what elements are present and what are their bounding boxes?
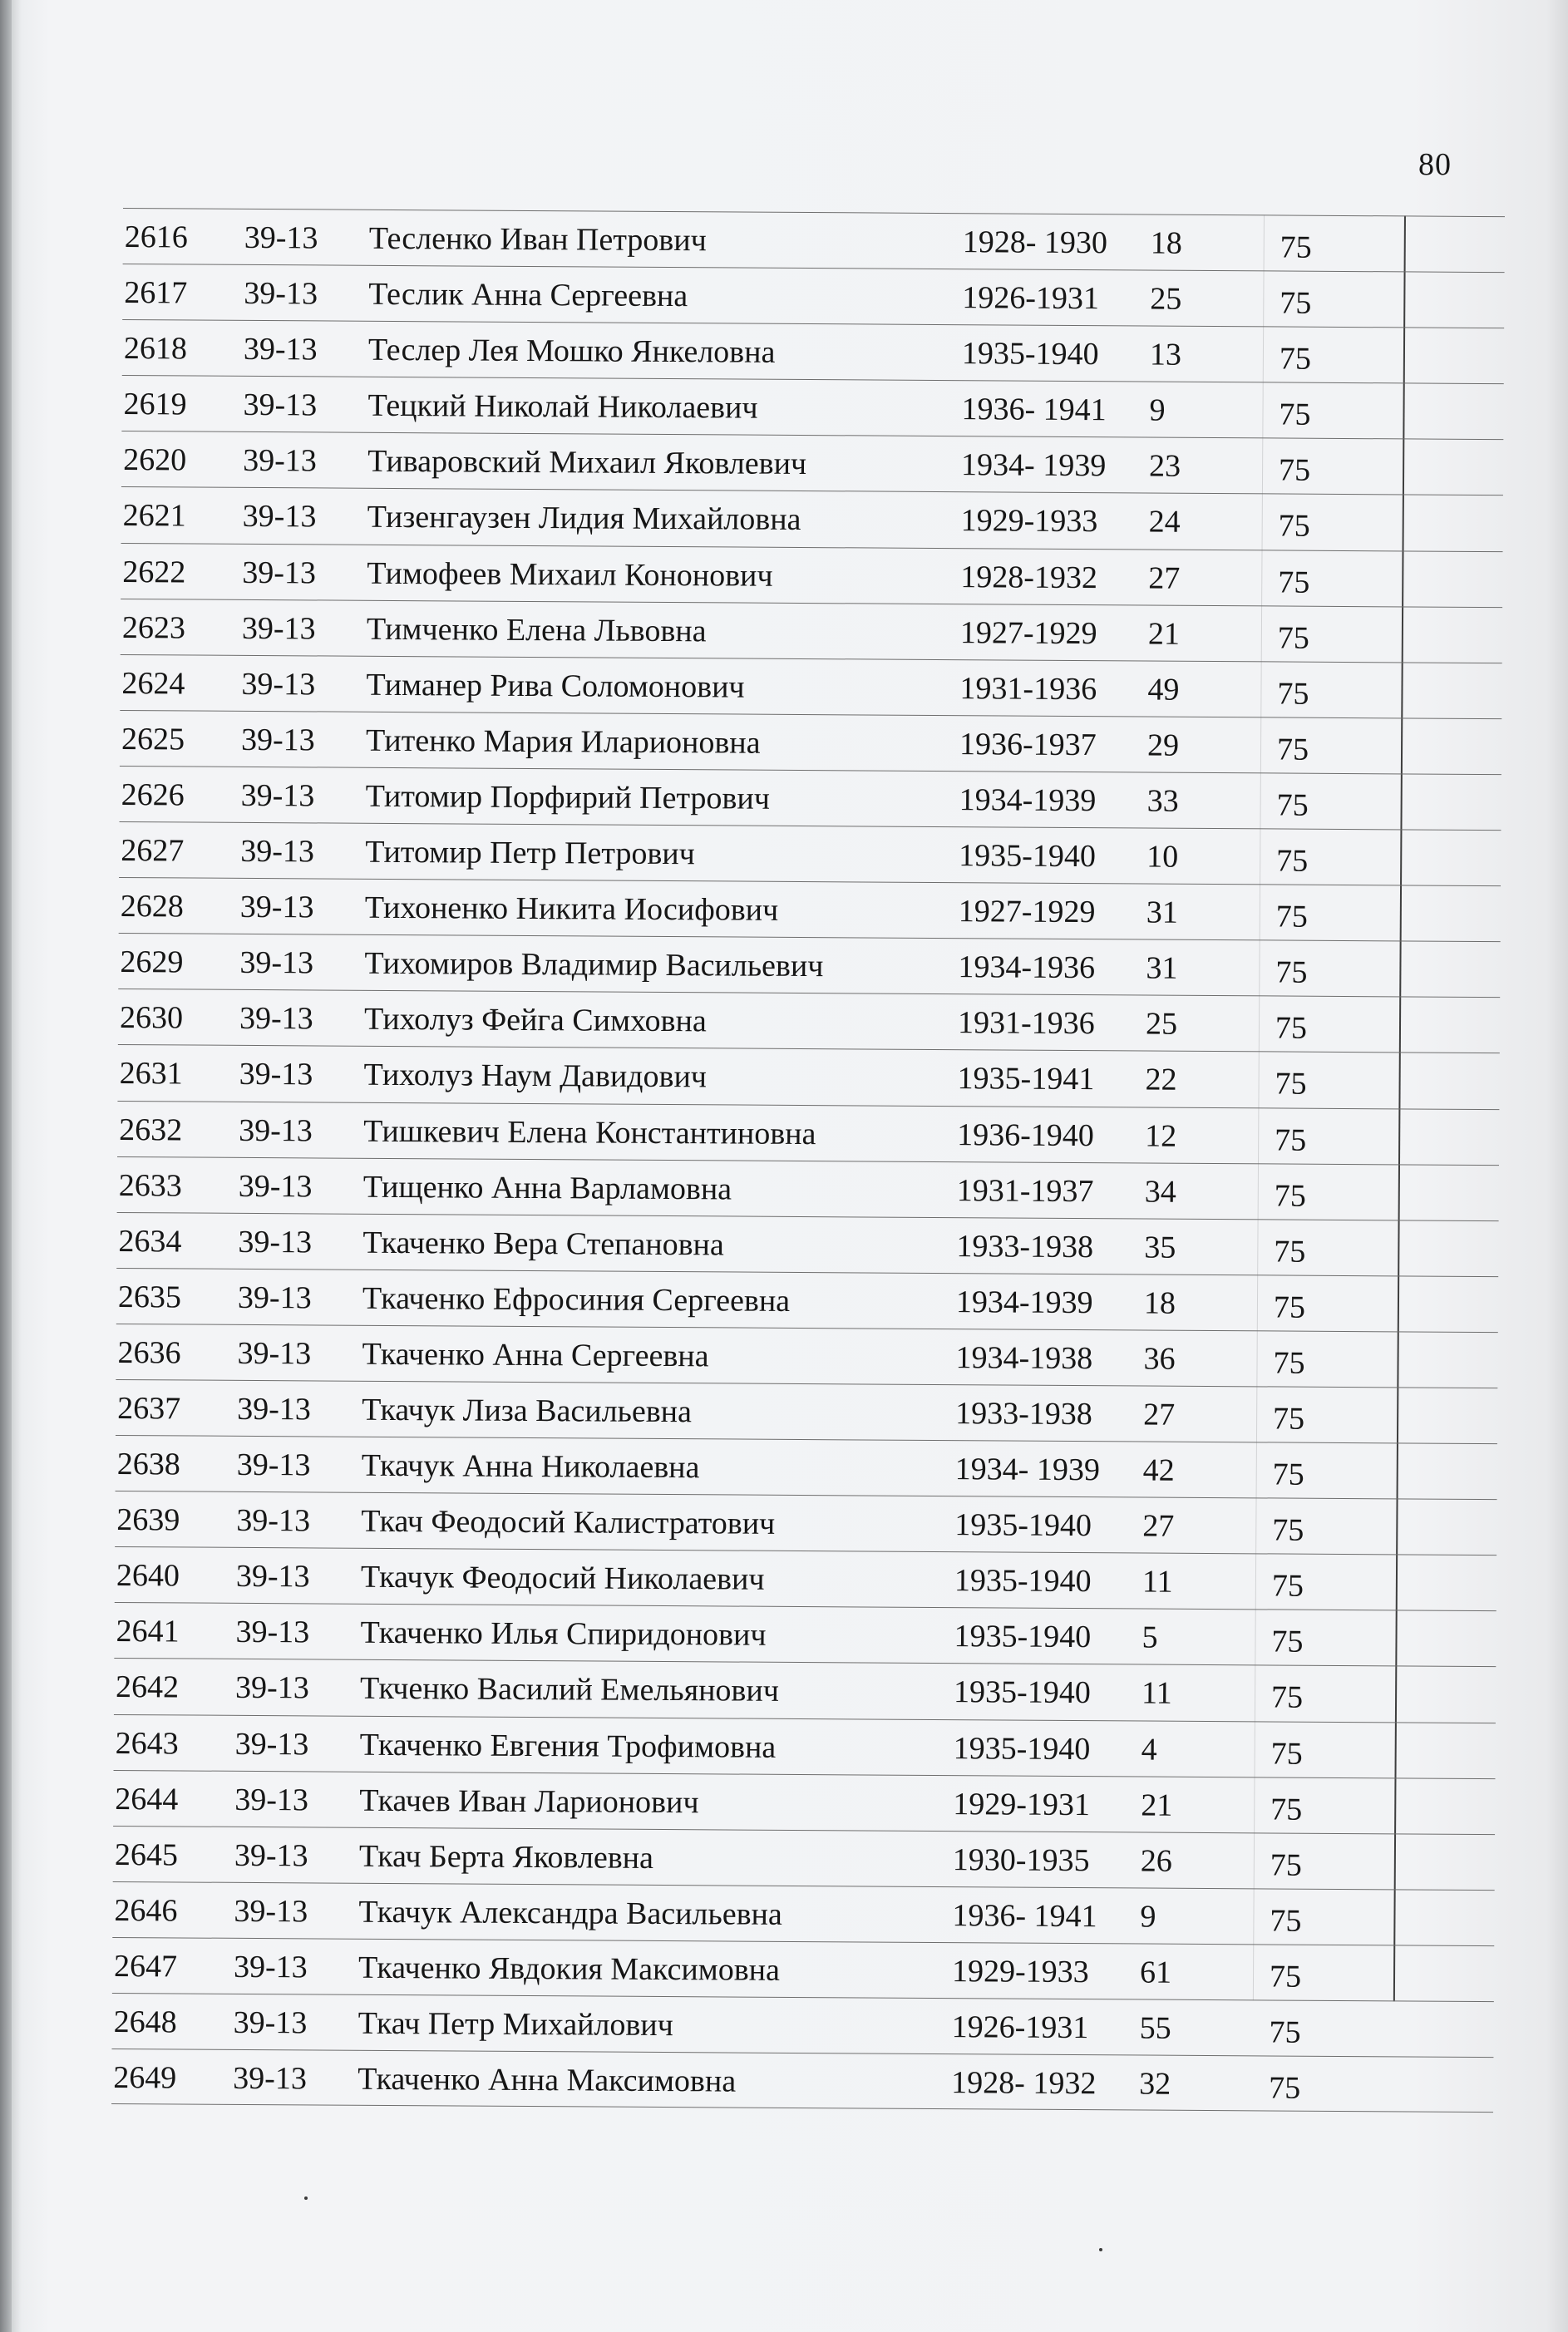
record-term: 75 (1280, 229, 1312, 265)
record-term: 75 (1272, 1457, 1304, 1492)
record-code: 39-13 (237, 1391, 311, 1427)
record-number: 2617 (124, 275, 188, 311)
record-name: Тиманер Рива Соломонович (366, 667, 745, 705)
table-row (122, 264, 1504, 328)
record-term: 75 (1278, 565, 1310, 600)
record-name: Тихолуз Фейга Симховна (363, 1002, 707, 1039)
record-term: 75 (1276, 843, 1309, 879)
record-years: 1929-1933 (960, 503, 1098, 540)
record-quantity: 5 (1141, 1620, 1158, 1655)
record-term: 75 (1270, 1903, 1302, 1939)
record-term: 75 (1276, 787, 1309, 823)
record-number: 2637 (117, 1390, 181, 1427)
table-row (116, 1212, 1498, 1276)
record-code: 39-13 (240, 722, 315, 758)
record-quantity: 31 (1146, 895, 1178, 930)
table-row (122, 319, 1504, 383)
record-code: 39-13 (243, 387, 318, 423)
record-years: 1936- 1941 (961, 392, 1107, 428)
record-number: 2624 (121, 665, 185, 702)
table-row (120, 654, 1501, 718)
record-number: 2634 (118, 1223, 182, 1260)
table-row (112, 1881, 1494, 1945)
record-code: 39-13 (238, 1224, 313, 1260)
record-number: 2644 (115, 1781, 179, 1817)
record-quantity: 33 (1146, 783, 1179, 819)
table-row (121, 543, 1502, 607)
record-name: Ткачук Феодосий Николаевич (360, 1560, 765, 1597)
record-quantity: 32 (1139, 2066, 1171, 2102)
record-quantity: 23 (1148, 448, 1181, 485)
record-code: 39-13 (244, 219, 318, 256)
record-name: Теслер Лея Мошко Янкеловна (367, 332, 776, 370)
record-number: 2639 (116, 1502, 180, 1538)
record-years: 1934- 1939 (954, 1452, 1101, 1488)
record-code: 39-13 (239, 1057, 313, 1092)
record-quantity: 10 (1146, 839, 1179, 875)
record-number: 2618 (123, 331, 188, 367)
record-code: 39-13 (237, 1279, 312, 1316)
table-row (114, 1713, 1496, 1777)
record-quantity: 9 (1140, 1899, 1156, 1935)
record-code: 39-13 (234, 1837, 308, 1874)
record-number: 2646 (114, 1892, 178, 1929)
table-row (113, 1770, 1495, 1834)
record-name: Ткаченко Ефросиния Сергеевна (362, 1280, 791, 1319)
table-row (114, 1658, 1496, 1722)
record-quantity: 36 (1143, 1341, 1176, 1377)
record-years: 1934- 1939 (960, 447, 1107, 484)
record-code: 39-13 (237, 1335, 312, 1372)
record-name: Тецкий Николай Николаевич (367, 388, 758, 426)
records-table (111, 208, 1505, 2113)
record-name: Ткаченко Анна Максимовна (357, 2061, 737, 2099)
table-row (119, 766, 1501, 830)
record-name: Ткачук Анна Николаевна (361, 1447, 700, 1486)
record-term: 75 (1271, 1624, 1304, 1660)
record-years: 1927-1929 (959, 614, 1097, 651)
record-name: Тимченко Елена Львовна (366, 611, 707, 648)
record-term: 75 (1270, 1792, 1303, 1827)
record-years: 1934-1938 (955, 1340, 1093, 1377)
record-years: 1933-1938 (956, 1228, 1094, 1265)
record-number: 2622 (122, 554, 186, 590)
record-code: 39-13 (234, 1726, 309, 1762)
record-years: 1935-1940 (954, 1563, 1092, 1600)
record-years: 1931-1937 (956, 1172, 1094, 1209)
record-name: Ткаченко Анна Сергеевна (362, 1336, 709, 1374)
record-quantity: 27 (1143, 1397, 1176, 1432)
record-quantity: 55 (1139, 2010, 1171, 2046)
record-code: 39-13 (243, 332, 318, 367)
record-years: 1935-1940 (953, 1674, 1091, 1711)
record-name: Ткаченко Илья Спиридонович (360, 1615, 767, 1654)
record-number: 2616 (124, 219, 188, 255)
record-quantity: 11 (1141, 1564, 1173, 1600)
record-quantity: 9 (1149, 392, 1166, 428)
record-term: 75 (1279, 397, 1311, 433)
record-years: 1926-1931 (951, 2009, 1089, 2046)
record-term: 75 (1275, 1122, 1307, 1158)
record-number: 2640 (116, 1558, 180, 1594)
record-name: Ткачев Иван Ларионович (359, 1782, 699, 1820)
record-number: 2621 (122, 498, 186, 534)
record-years: 1926-1931 (962, 280, 1100, 317)
record-number: 2629 (120, 944, 184, 980)
record-term: 75 (1275, 954, 1308, 990)
table-row (117, 1156, 1499, 1220)
record-name: Титомир Петр Петрович (365, 834, 695, 872)
record-years: 1935-1941 (957, 1061, 1095, 1097)
record-term: 75 (1277, 620, 1309, 656)
record-quantity: 26 (1140, 1843, 1173, 1879)
record-term: 75 (1270, 1736, 1303, 1772)
record-term: 75 (1278, 452, 1311, 489)
record-years: 1935-1940 (959, 838, 1097, 875)
paper-speck (304, 2196, 308, 2200)
record-years: 1927-1929 (958, 894, 1096, 930)
record-number: 2643 (115, 1725, 179, 1761)
record-quantity: 49 (1147, 672, 1180, 707)
record-code: 39-13 (240, 833, 315, 870)
record-number: 2648 (113, 2004, 177, 2040)
record-code: 39-13 (244, 275, 318, 312)
table-row (118, 989, 1500, 1053)
record-number: 2633 (118, 1167, 182, 1204)
record-code: 39-13 (242, 555, 317, 590)
record-term: 75 (1269, 2014, 1301, 2050)
table-row (117, 1044, 1499, 1108)
record-number: 2630 (119, 1000, 184, 1036)
record-name: Ткач Феодосий Калистратович (361, 1503, 776, 1541)
table-row (111, 1993, 1493, 2057)
table-row (121, 375, 1503, 439)
record-term: 75 (1274, 1178, 1306, 1214)
record-number: 2645 (114, 1837, 179, 1873)
paper-speck (1099, 2248, 1102, 2251)
record-code: 39-13 (234, 1670, 309, 1706)
table-row (116, 1379, 1497, 1443)
record-years: 1934-1939 (955, 1284, 1093, 1320)
record-quantity: 21 (1147, 616, 1181, 652)
table-row (115, 1491, 1497, 1555)
record-number: 2636 (117, 1334, 181, 1371)
record-years: 1928- 1930 (962, 224, 1108, 261)
record-name: Ткченко Василий Емельянович (359, 1671, 780, 1709)
table-row (119, 821, 1501, 885)
record-quantity: 27 (1148, 560, 1181, 596)
record-years: 1935-1940 (954, 1619, 1092, 1655)
record-term: 75 (1276, 732, 1309, 767)
record-number: 2647 (113, 1948, 178, 1984)
record-code: 39-13 (239, 890, 314, 925)
table-row (116, 1268, 1498, 1332)
table-row (116, 1324, 1497, 1388)
record-code: 39-13 (233, 1949, 308, 1985)
record-term: 75 (1272, 1512, 1304, 1548)
record-code: 39-13 (238, 1168, 313, 1205)
record-quantity: 61 (1139, 1955, 1172, 1990)
record-number: 2638 (116, 1447, 180, 1482)
table-row (121, 486, 1503, 550)
record-term: 75 (1274, 1234, 1306, 1270)
record-term: 75 (1280, 285, 1312, 321)
record-number: 2631 (119, 1056, 183, 1092)
record-name: Титенко Мария Иларионовна (365, 722, 761, 761)
table-row (123, 208, 1505, 272)
record-number: 2620 (123, 442, 187, 478)
record-quantity: 42 (1142, 1452, 1175, 1488)
record-name: Тихоненко Никита Иосифович (364, 890, 779, 928)
record-quantity: 22 (1145, 1062, 1177, 1098)
record-term: 75 (1270, 1679, 1304, 1716)
record-years: 1933-1938 (955, 1396, 1092, 1432)
table-row (121, 431, 1503, 495)
table-row (116, 1435, 1497, 1499)
record-code: 39-13 (239, 1112, 313, 1148)
record-number: 2623 (121, 609, 186, 646)
record-quantity: 18 (1143, 1285, 1176, 1321)
record-quantity: 21 (1141, 1787, 1173, 1823)
record-quantity: 25 (1150, 281, 1182, 317)
record-code: 39-13 (240, 777, 315, 814)
record-name: Тищенко Анна Варламовна (362, 1169, 732, 1207)
table-row (118, 933, 1500, 997)
record-term: 75 (1279, 341, 1312, 377)
record-name: Ткаченко Явдокия Максимовна (357, 1950, 781, 1988)
table-row (112, 1937, 1494, 2001)
record-term: 75 (1269, 2070, 1301, 2106)
record-number: 2628 (120, 889, 184, 924)
record-code: 39-13 (235, 1559, 310, 1595)
record-name: Ткач Петр Михайлович (357, 2005, 673, 2044)
record-code: 39-13 (233, 2004, 308, 2041)
record-years: 1928- 1932 (951, 2065, 1097, 2102)
record-years: 1936-1940 (957, 1117, 1094, 1153)
record-years: 1930-1935 (952, 1841, 1090, 1878)
record-years: 1934-1939 (959, 782, 1097, 819)
record-number: 2649 (113, 2060, 177, 2096)
record-number: 2641 (116, 1614, 180, 1649)
table-row (121, 599, 1502, 663)
record-name: Тизенгаузен Лидия Михайловна (367, 500, 801, 538)
record-term: 75 (1278, 508, 1310, 545)
table-row (113, 1826, 1495, 1890)
record-years: 1931-1936 (957, 1005, 1095, 1042)
record-term: 75 (1275, 1010, 1308, 1047)
record-years: 1929-1931 (953, 1786, 1091, 1822)
table-row (117, 1100, 1499, 1164)
record-years: 1935-1940 (961, 336, 1099, 372)
record-name: Тихолуз Наум Давидович (363, 1058, 708, 1095)
record-years: 1934-1936 (958, 949, 1096, 986)
record-quantity: 12 (1145, 1118, 1177, 1154)
record-name: Тесленко Иван Петрович (368, 220, 707, 259)
record-term: 75 (1269, 1959, 1302, 1994)
record-term: 75 (1270, 1847, 1302, 1883)
record-code: 39-13 (236, 1503, 311, 1539)
record-years: 1936- 1941 (952, 1897, 1097, 1935)
record-quantity: 24 (1148, 505, 1181, 540)
table-row (114, 1602, 1496, 1666)
record-name: Теслик Анна Сергеевна (368, 276, 688, 314)
record-number: 2625 (121, 721, 185, 757)
record-number: 2632 (119, 1112, 183, 1147)
record-quantity: 11 (1141, 1675, 1172, 1712)
record-code: 39-13 (234, 1893, 308, 1930)
record-name: Ткачук Александра Васильевна (358, 1894, 782, 1932)
record-code: 39-13 (239, 945, 314, 981)
record-code: 39-13 (241, 666, 316, 703)
record-name: Титомир Порфирий Петрович (365, 778, 771, 816)
record-term: 75 (1273, 1345, 1305, 1381)
record-term: 75 (1277, 676, 1309, 712)
record-code: 39-13 (243, 443, 317, 479)
record-number: 2626 (121, 777, 185, 813)
record-term: 75 (1271, 1568, 1304, 1604)
record-years: 1935-1940 (953, 1730, 1091, 1767)
record-number: 2642 (116, 1669, 180, 1705)
record-years: 1936-1937 (959, 727, 1097, 763)
record-years: 1929-1933 (951, 1954, 1089, 1990)
record-name: Ткачук Лиза Васильевна (362, 1392, 693, 1430)
record-quantity: 34 (1144, 1174, 1176, 1210)
record-number: 2635 (117, 1279, 182, 1315)
record-quantity: 35 (1144, 1230, 1176, 1265)
record-quantity: 13 (1149, 337, 1182, 372)
record-name: Тиваровский Михаил Яковлевич (367, 444, 807, 482)
record-quantity: 25 (1145, 1006, 1178, 1043)
record-name: Тишкевич Елена Константиновна (363, 1113, 816, 1151)
record-quantity: 31 (1146, 950, 1178, 986)
record-code: 39-13 (236, 1447, 311, 1483)
record-code: 39-13 (242, 499, 317, 535)
record-code: 39-13 (233, 2060, 308, 2097)
record-quantity: 27 (1142, 1508, 1175, 1544)
record-number: 2627 (121, 833, 185, 869)
record-name: Ткач Берта Яковлевна (358, 1838, 654, 1876)
page-edge-shadow (0, 0, 12, 2332)
record-name: Ткаченко Вера Степановна (362, 1225, 724, 1263)
record-term: 75 (1275, 899, 1308, 934)
record-term: 75 (1275, 1066, 1307, 1102)
record-years: 1928-1932 (960, 559, 1098, 595)
record-term: 75 (1273, 1289, 1306, 1325)
record-code: 39-13 (234, 1782, 309, 1818)
table-row (119, 877, 1501, 941)
record-quantity: 18 (1150, 225, 1182, 261)
record-code: 39-13 (241, 610, 316, 647)
record-term: 75 (1273, 1401, 1305, 1437)
record-name: Ткаченко Евгения Трофимовна (359, 1727, 777, 1765)
page-number: 80 (1418, 147, 1452, 182)
record-number: 2619 (123, 387, 187, 422)
record-quantity: 4 (1141, 1732, 1157, 1767)
record-code: 39-13 (235, 1615, 310, 1650)
table-row (115, 1546, 1497, 1610)
record-years: 1931-1936 (959, 670, 1097, 707)
table-row (111, 2049, 1493, 2113)
record-code: 39-13 (239, 1001, 313, 1037)
table-row (120, 710, 1501, 774)
record-years: 1935-1940 (954, 1507, 1092, 1544)
record-name: Тихомиров Владимир Васильевич (364, 946, 824, 984)
record-quantity: 29 (1146, 727, 1180, 763)
record-name: Тимофеев Михаил Кононович (367, 555, 773, 594)
